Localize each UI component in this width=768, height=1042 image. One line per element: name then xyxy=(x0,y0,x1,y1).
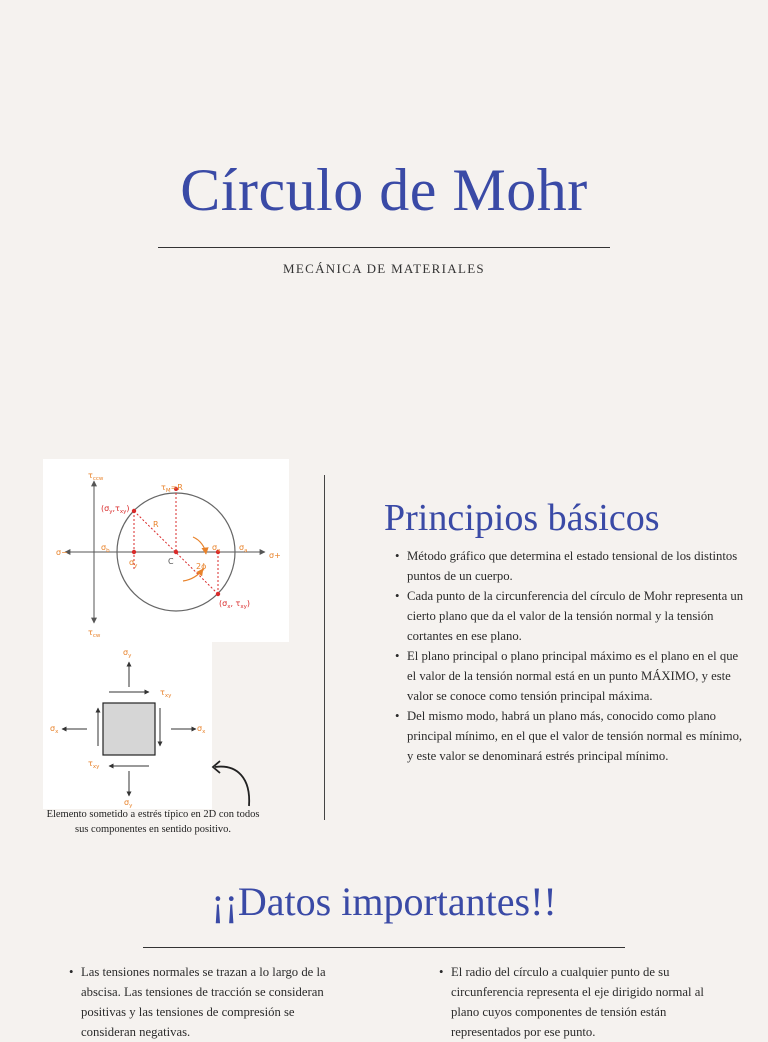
list-item: • Las tensiones normales se trazan a lo largo de la abscisa. Las tensiones de tracción se consideran positivas y las tensiones de compresión se consideran negativas. xyxy=(69,962,349,1042)
element-sigma-x-right: $\sigma_x$ xyxy=(197,724,206,735)
stress-element-square xyxy=(103,703,155,755)
datos-divider xyxy=(143,947,625,948)
mohr-circle-figure xyxy=(43,459,289,642)
angle-arc-top xyxy=(193,537,206,554)
tau-cw-label: $\tau_{cw}$ xyxy=(88,628,101,639)
column-divider xyxy=(324,475,325,820)
center-label: C xyxy=(168,557,174,566)
list-item: • El radio del círculo a cualquier punto de su circunferencia representa el eje dirigido normal al plano cuyos componentes de tensión están representados por ese punto. xyxy=(439,962,709,1042)
page-title: Círculo de Mohr xyxy=(180,157,588,223)
sigma-y-label: $\sigma_y$ xyxy=(129,558,138,569)
center-point xyxy=(174,550,178,554)
list-item: • Cada punto de la circunferencia del círculo de Mohr representa un cierto plano que da el valor de la tensión normal y la tensión cortantes en ese plano. xyxy=(395,586,745,646)
point-sigma-x-tau xyxy=(216,592,220,596)
element-tau-xy-top: $\tau_{xy}$ xyxy=(160,688,172,699)
page-subtitle: MECÁNICA DE MATERIALES xyxy=(283,261,485,276)
stress-element-figure xyxy=(43,642,212,809)
element-sigma-y-top: $\sigma_y$ xyxy=(123,648,132,659)
principios-heading: Principios básicos xyxy=(384,497,660,539)
figure-caption: Elemento sometido a estrés típico en 2D con todos sus componentes en sentido positivo. xyxy=(46,809,260,835)
sigma-b-label: $\sigma_b$ xyxy=(101,543,110,554)
point-top-label: $(\sigma_y,\tau_{xy})$ xyxy=(101,504,130,515)
title-divider xyxy=(158,247,610,248)
tau-ccw-label: $\tau_{ccw}$ xyxy=(88,471,104,482)
mohr-circle-diagram xyxy=(43,459,289,642)
sigma-minus-label: σ− xyxy=(56,548,68,557)
point-sigma-y-tau xyxy=(132,509,136,513)
radius-label: R xyxy=(153,520,159,529)
stress-element-diagram xyxy=(43,642,212,809)
datos-right-list xyxy=(439,962,709,1042)
curved-arrow-icon xyxy=(205,758,255,810)
principios-list xyxy=(395,546,745,766)
list-item: • Método gráfico que determina el estado tensional de los distintos puntos de un cuerpo. xyxy=(395,546,745,586)
list-item: • El plano principal o plano principal máximo es el plano en el que el valor de la tensión normal está en un punto MÁXIMO, y este valor se conoce como tensión principal máxima. xyxy=(395,646,745,706)
element-sigma-x-left: $\sigma_x$ xyxy=(50,724,59,735)
tau-max-label: $\tau_M=R$ xyxy=(161,483,183,494)
datos-heading: ¡¡Datos importantes!! xyxy=(211,879,557,924)
sigma-a-label: $\sigma_a$ xyxy=(239,543,248,554)
angle-label: 2ϕ xyxy=(196,562,207,571)
sigma-x-label: $\sigma_x$ xyxy=(212,543,221,554)
list-item: • Del mismo modo, habrá un plano más, conocido como plano principal mínimo, en el que el valor de tensión normal es mínimo, y este valor se denominará estrés principal mínimo. xyxy=(395,706,745,766)
element-tau-xy-bottom: $\tau_{xy}$ xyxy=(88,759,100,770)
datos-left-list xyxy=(69,962,349,1042)
element-sigma-y-bottom: $\sigma_y$ xyxy=(124,798,133,809)
sigma-plus-label: σ+ xyxy=(269,551,281,560)
point-bottom-label: ($\sigma_x$, $\tau_{xy}$) xyxy=(219,599,251,610)
